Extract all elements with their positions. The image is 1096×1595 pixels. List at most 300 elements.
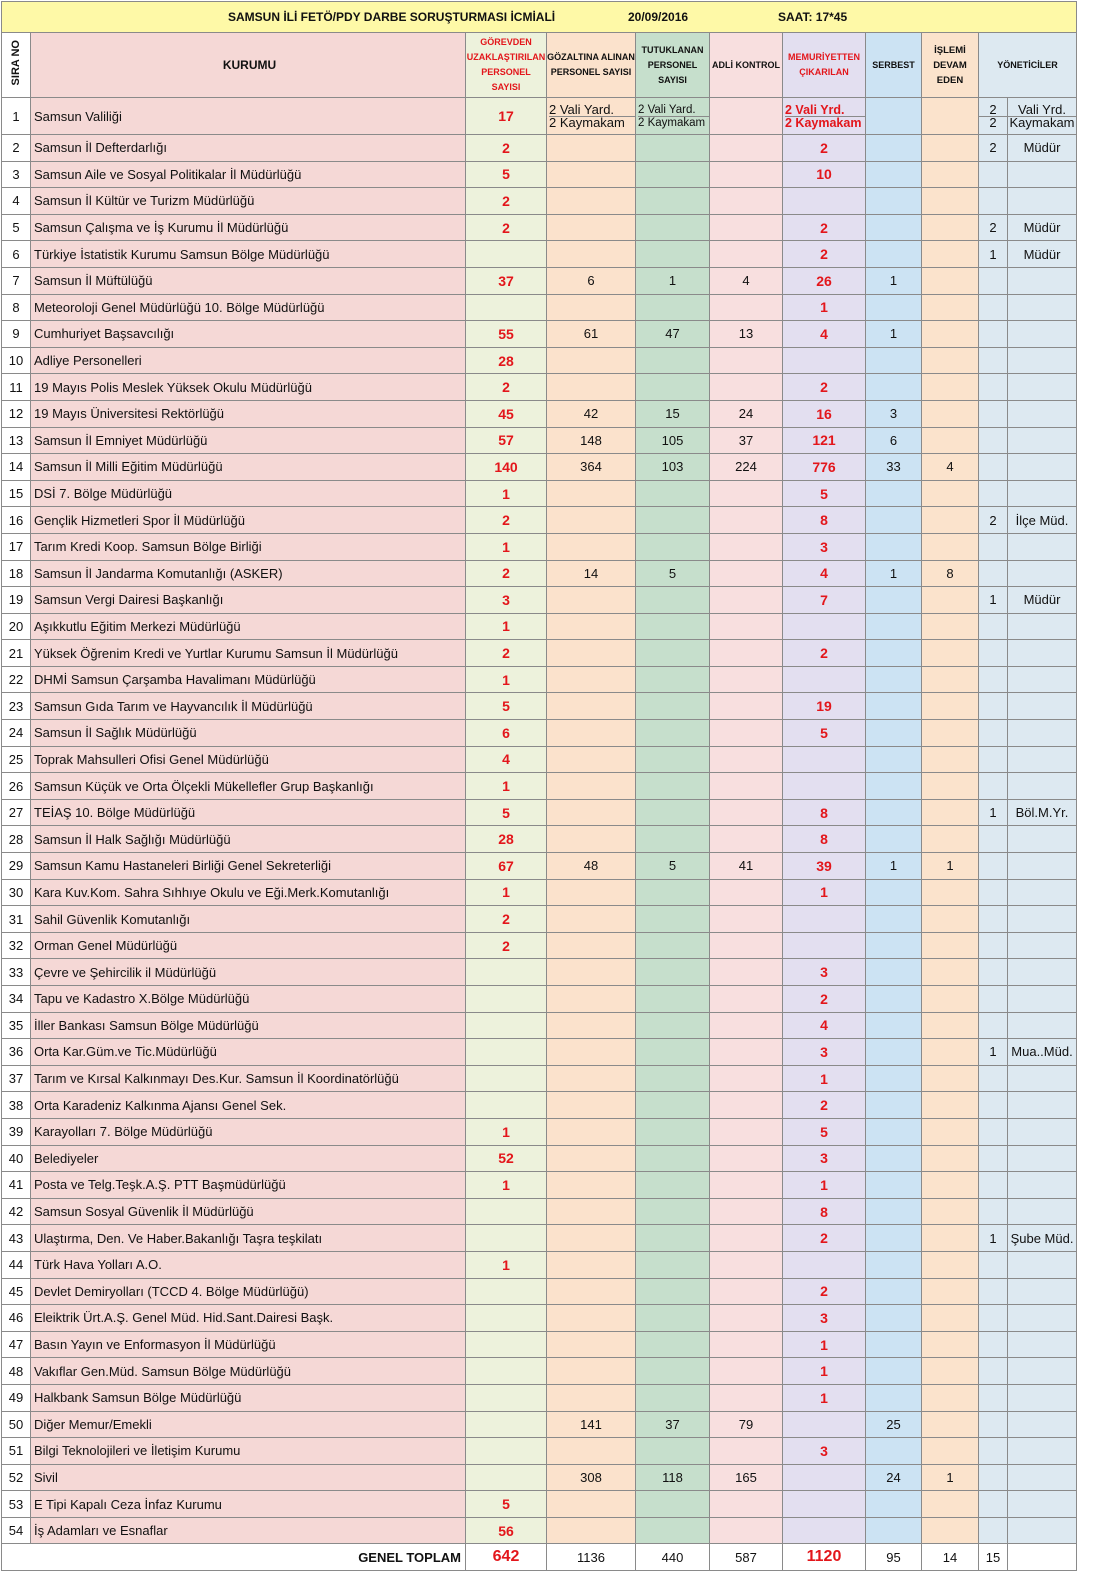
institution-name: Samsun Küçük ve Orta Ölçekli Mükellefler Grup Başkanlığı [31, 773, 466, 800]
cell-gorevden: 1 [466, 480, 547, 507]
cell-yonetici-count [979, 773, 1008, 800]
cell-gorevden: 5 [466, 693, 547, 720]
header-row [2, 33, 1077, 98]
cell-yonetici-count [979, 533, 1008, 560]
cell-adli: 224 [710, 454, 783, 481]
cell-adli [710, 1012, 783, 1039]
row-number: 36 [2, 1039, 31, 1066]
cell-islemi [922, 1118, 979, 1145]
cell-tutuklanan [636, 720, 710, 747]
cell-tutuklanan [636, 1358, 710, 1385]
cell-islemi [922, 1411, 979, 1438]
cell-gorevden: 2 [466, 906, 547, 933]
table-row [2, 1278, 1077, 1305]
cell-gozaltina: 14 [547, 560, 636, 587]
cell-gozaltina [547, 1517, 636, 1544]
total-yonetici-count: 15 [979, 1544, 1008, 1571]
cell-memuriyetten: 16 [783, 400, 866, 427]
cell-islemi [922, 267, 979, 294]
table-row [2, 959, 1077, 986]
cell-yonetici-title: İlçe Müd. [1008, 507, 1077, 534]
table-row [2, 427, 1077, 454]
cell-yonetici-title: Müdür [1008, 241, 1077, 268]
cell-tutuklanan [636, 135, 710, 162]
cell-memuriyetten: 2 [783, 986, 866, 1013]
cell-memuriyetten: 8 [783, 507, 866, 534]
institution-name: TEİAŞ 10. Bölge Müdürlüğü [31, 799, 466, 826]
cell-yonetici-title [1008, 454, 1077, 481]
table-row [2, 1491, 1077, 1518]
cell-gorevden: 3 [466, 587, 547, 614]
cell-serbest [866, 347, 922, 374]
cell-gozaltina [547, 1384, 636, 1411]
cell-tutuklanan [636, 666, 710, 693]
cell-yonetici-title [1008, 98, 1077, 135]
cell-yonetici-count: 2 [979, 135, 1008, 162]
cell-memuriyetten: 2 [783, 640, 866, 667]
cell-memuriyetten: 2 [783, 1225, 866, 1252]
institution-name: Çevre ve Şehircilik il Müdürlüğü [31, 959, 466, 986]
cell-serbest: 1 [866, 267, 922, 294]
cell-gozaltina [547, 1145, 636, 1172]
cell-adli: 79 [710, 1411, 783, 1438]
cell-tutuklanan [636, 1251, 710, 1278]
table-row [2, 1305, 1077, 1332]
cell-yonetici-title [1008, 1517, 1077, 1544]
cell-adli [710, 374, 783, 401]
cell-adli [710, 746, 783, 773]
cell-yonetici-count [979, 1118, 1008, 1145]
cell-memuriyetten [783, 613, 866, 640]
cell-gozaltina [547, 1438, 636, 1465]
cell-gozaltina [547, 135, 636, 162]
cell-gorevden: 1 [466, 1172, 547, 1199]
cell-gozaltina [547, 294, 636, 321]
table-row [2, 294, 1077, 321]
cell-memuriyetten: 3 [783, 533, 866, 560]
cell-memuriyetten: 8 [783, 826, 866, 853]
cell-yonetici-title [1008, 1251, 1077, 1278]
cell-adli [710, 1065, 783, 1092]
cell-gozaltina [547, 1092, 636, 1119]
cell-gozaltina [547, 1039, 636, 1066]
cell-islemi [922, 294, 979, 321]
cell-tutuklanan [636, 773, 710, 800]
cell-adli [710, 1384, 783, 1411]
cell-islemi [922, 1384, 979, 1411]
row-number: 4 [2, 188, 31, 215]
institution-name: Samsun İl Defterdarlığı [31, 135, 466, 162]
cell-memuriyetten [783, 666, 866, 693]
table-row [2, 560, 1077, 587]
row-number: 23 [2, 693, 31, 720]
cell-gozaltina [547, 1305, 636, 1332]
cell-yonetici-title [1008, 906, 1077, 933]
cell-gozaltina: 61 [547, 321, 636, 348]
cell-yonetici-title [1008, 1384, 1077, 1411]
row-number: 12 [2, 400, 31, 427]
institution-name: Devlet Demiryolları (TCCD 4. Bölge Müdürlüğü) [31, 1278, 466, 1305]
cell-serbest [866, 826, 922, 853]
cell-tutuklanan [636, 1278, 710, 1305]
cell-gorevden: 1 [466, 533, 547, 560]
cell-memuriyetten: 19 [783, 693, 866, 720]
cell-tutuklanan [636, 826, 710, 853]
table-row [2, 400, 1077, 427]
header-memuriyetten: MEMURİYETTEN ÇIKARILAN [783, 33, 866, 98]
cell-serbest [866, 1012, 922, 1039]
institution-name: Bilgi Teknolojileri ve İletişim Kurumu [31, 1438, 466, 1465]
cell-tutuklanan: 15 [636, 400, 710, 427]
cell-adli [710, 294, 783, 321]
row-number: 1 [2, 98, 31, 135]
header-gorevden: GÖREVDEN UZAKLAŞTIRILAN PERSONEL SAYISI [466, 33, 547, 98]
cell-yonetici-count [979, 161, 1008, 188]
row-number: 28 [2, 826, 31, 853]
report-time: SAAT: 17*45 [778, 10, 848, 24]
row-number: 14 [2, 454, 31, 481]
cell-yonetici-title [1008, 826, 1077, 853]
cell-gozaltina [547, 1012, 636, 1039]
cell-yonetici-count [979, 932, 1008, 959]
cell-memuriyetten: 5 [783, 720, 866, 747]
cell-serbest [866, 986, 922, 1013]
cell-gozaltina: 364 [547, 454, 636, 481]
cell-yonetici-count [979, 1491, 1008, 1518]
cell-gozaltina [547, 746, 636, 773]
row-number: 43 [2, 1225, 31, 1252]
institution-name: Tapu ve Kadastro X.Bölge Müdürlüğü [31, 986, 466, 1013]
cell-yonetici-count [979, 853, 1008, 880]
cell-serbest [866, 1278, 922, 1305]
table-row [2, 1118, 1077, 1145]
cell-tutuklanan [636, 1145, 710, 1172]
cell-yonetici-count [979, 826, 1008, 853]
cell-gorevden: 1 [466, 773, 547, 800]
row-number: 3 [2, 161, 31, 188]
row-number: 32 [2, 932, 31, 959]
cell-islemi [922, 533, 979, 560]
institution-name: Samsun Kamu Hastaneleri Birliği Genel Sekreterliği [31, 853, 466, 880]
cell-adli [710, 1305, 783, 1332]
cell-yonetici-title [1008, 773, 1077, 800]
row-number: 42 [2, 1198, 31, 1225]
cell-tutuklanan [636, 374, 710, 401]
cell-yonetici-title [1008, 533, 1077, 560]
row-number: 21 [2, 640, 31, 667]
cell-line: 2 Kaymakam [549, 116, 635, 129]
table-row [2, 1198, 1077, 1225]
total-gorevden: 642 [466, 1544, 547, 1571]
cell-gorevden [466, 959, 547, 986]
table-row [2, 98, 1077, 135]
cell-tutuklanan: 105 [636, 427, 710, 454]
cell-tutuklanan [636, 986, 710, 1013]
cell-islemi [922, 188, 979, 215]
cell-yonetici-count [979, 1065, 1008, 1092]
cell-serbest [866, 161, 922, 188]
row-number: 40 [2, 1145, 31, 1172]
cell-serbest [866, 1331, 922, 1358]
cell-tutuklanan: 37 [636, 1411, 710, 1438]
cell-memuriyetten [783, 1411, 866, 1438]
cell-tutuklanan [636, 214, 710, 241]
cell-gozaltina [547, 693, 636, 720]
cell-gorevden: 2 [466, 560, 547, 587]
cell-serbest [866, 1305, 922, 1332]
row-number: 20 [2, 613, 31, 640]
cell-memuriyetten: 2 [783, 374, 866, 401]
cell-memuriyetten: 8 [783, 799, 866, 826]
cell-gozaltina [547, 587, 636, 614]
cell-gorevden: 140 [466, 454, 547, 481]
cell-islemi: 1 [922, 1464, 979, 1491]
cell-yonetici-count [979, 294, 1008, 321]
cell-tutuklanan [636, 1039, 710, 1066]
total-islemi: 14 [922, 1544, 979, 1571]
cell-adli [710, 1092, 783, 1119]
cell-gozaltina [547, 906, 636, 933]
cell-gorevden: 2 [466, 374, 547, 401]
cell-serbest: 3 [866, 400, 922, 427]
cell-gozaltina [547, 720, 636, 747]
cell-memuriyetten: 1 [783, 1172, 866, 1199]
cell-yonetici-title [1008, 1145, 1077, 1172]
cell-gozaltina [547, 1331, 636, 1358]
cell-yonetici-count [979, 480, 1008, 507]
cell-gorevden: 45 [466, 400, 547, 427]
total-adli: 587 [710, 1544, 783, 1571]
row-number: 51 [2, 1438, 31, 1465]
row-number: 33 [2, 959, 31, 986]
cell-tutuklanan [636, 507, 710, 534]
cell-adli [710, 1438, 783, 1465]
cell-memuriyetten [783, 906, 866, 933]
cell-yonetici-title [1008, 480, 1077, 507]
cell-yonetici-count [979, 321, 1008, 348]
cell-gorevden: 2 [466, 507, 547, 534]
institution-name: Samsun İl Emniyet Müdürlüğü [31, 427, 466, 454]
cell-tutuklanan: 5 [636, 853, 710, 880]
cell-adli [710, 161, 783, 188]
cell-islemi [922, 161, 979, 188]
institution-name: Sivil [31, 1464, 466, 1491]
cell-serbest [866, 1092, 922, 1119]
cell-gorevden [466, 1278, 547, 1305]
row-number: 25 [2, 746, 31, 773]
institution-name: Adliye Personelleri [31, 347, 466, 374]
cell-islemi [922, 587, 979, 614]
cell-islemi [922, 374, 979, 401]
cell-serbest [866, 932, 922, 959]
table-row [2, 1039, 1077, 1066]
cell-adli [710, 587, 783, 614]
row-number: 50 [2, 1411, 31, 1438]
cell-islemi [922, 1092, 979, 1119]
cell-line: 2 [989, 101, 997, 117]
cell-gorevden: 52 [466, 1145, 547, 1172]
cell-yonetici-count [979, 666, 1008, 693]
cell-gozaltina [547, 1278, 636, 1305]
cell-adli [710, 613, 783, 640]
cell-gozaltina: 48 [547, 853, 636, 880]
cell-serbest [866, 1118, 922, 1145]
cell-yonetici-title [1008, 1305, 1077, 1332]
cell-memuriyetten: 2 [783, 214, 866, 241]
row-number: 11 [2, 374, 31, 401]
cell-serbest [866, 188, 922, 215]
cell-memuriyetten: 1 [783, 1358, 866, 1385]
cell-line: Kaymakam [1009, 114, 1075, 130]
cell-gorevden: 17 [466, 98, 547, 135]
total-tutuklanan: 440 [636, 1544, 710, 1571]
cell-memuriyetten [783, 1464, 866, 1491]
header-gozaltina: GÖZALTINA ALINAN PERSONEL SAYISI [547, 33, 636, 98]
table-row [2, 986, 1077, 1013]
cell-yonetici-count [979, 1331, 1008, 1358]
cell-yonetici-title: Müdür [1008, 214, 1077, 241]
cell-gozaltina [547, 986, 636, 1013]
cell-yonetici-title [1008, 986, 1077, 1013]
cell-serbest [866, 135, 922, 162]
cell-yonetici-count [979, 1384, 1008, 1411]
cell-tutuklanan [636, 693, 710, 720]
cell-line: 2 Vali Yard. [549, 101, 615, 117]
cell-gozaltina [547, 241, 636, 268]
table-row [2, 135, 1077, 162]
cell-tutuklanan [636, 1092, 710, 1119]
cell-memuriyetten [783, 1251, 866, 1278]
cell-islemi [922, 1331, 979, 1358]
cell-tutuklanan [636, 959, 710, 986]
cell-islemi [922, 321, 979, 348]
cell-islemi: 1 [922, 853, 979, 880]
cell-gozaltina [547, 959, 636, 986]
cell-yonetici-count [979, 267, 1008, 294]
cell-yonetici-title [1008, 1065, 1077, 1092]
cell-gorevden: 1 [466, 1251, 547, 1278]
header-adli-kontrol: ADLİ KONTROL [710, 33, 783, 98]
row-number: 10 [2, 347, 31, 374]
institution-name: Posta ve Telg.Teşk.A.Ş. PTT Başmüdürlüğü [31, 1172, 466, 1199]
cell-yonetici-title: Müdür [1008, 135, 1077, 162]
cell-gorevden [466, 241, 547, 268]
cell-yonetici-count [979, 1358, 1008, 1385]
header-islemi-devam: İŞLEMİ DEVAM EDEN [922, 33, 979, 98]
institution-name: Samsun Valiliği [31, 98, 466, 135]
cell-yonetici-title [1008, 1198, 1077, 1225]
table-row [2, 1225, 1077, 1252]
cell-tutuklanan [636, 98, 710, 135]
institution-name: Türk Hava Yolları A.O. [31, 1251, 466, 1278]
cell-tutuklanan [636, 1384, 710, 1411]
row-number: 35 [2, 1012, 31, 1039]
cell-serbest [866, 1039, 922, 1066]
cell-serbest [866, 1491, 922, 1518]
institution-name: Samsun Çalışma ve İş Kurumu İl Müdürlüğü [31, 214, 466, 241]
cell-gorevden: 55 [466, 321, 547, 348]
institution-name: Meteoroloji Genel Müdürlüğü 10. Bölge Müdürlüğü [31, 294, 466, 321]
cell-tutuklanan [636, 932, 710, 959]
cell-serbest [866, 214, 922, 241]
cell-memuriyetten [783, 1517, 866, 1544]
cell-islemi [922, 1251, 979, 1278]
table-row [2, 533, 1077, 560]
institution-name: DHMİ Samsun Çarşamba Havalimanı Müdürlüğü [31, 666, 466, 693]
table-row [2, 1517, 1077, 1544]
row-number: 2 [2, 135, 31, 162]
cell-adli [710, 507, 783, 534]
cell-yonetici-title [1008, 374, 1077, 401]
header-serbest: SERBEST [866, 33, 922, 98]
cell-serbest: 1 [866, 853, 922, 880]
cell-yonetici-count [979, 986, 1008, 1013]
cell-yonetici-title [1008, 1411, 1077, 1438]
table-row [2, 1438, 1077, 1465]
cell-adli [710, 1225, 783, 1252]
cell-memuriyetten: 3 [783, 1145, 866, 1172]
cell-yonetici-title [1008, 400, 1077, 427]
table-row [2, 640, 1077, 667]
cell-yonetici-count [979, 1411, 1008, 1438]
cell-yonetici-title [1008, 560, 1077, 587]
cell-memuriyetten: 1 [783, 1384, 866, 1411]
institution-name: Toprak Mahsulleri Ofisi Genel Müdürlüğü [31, 746, 466, 773]
table-row [2, 480, 1077, 507]
cell-gorevden [466, 986, 547, 1013]
cell-yonetici-title [1008, 1464, 1077, 1491]
cell-adli [710, 959, 783, 986]
cell-islemi [922, 799, 979, 826]
cell-serbest: 1 [866, 560, 922, 587]
cell-serbest [866, 507, 922, 534]
cell-gorevden: 1 [466, 879, 547, 906]
cell-adli [710, 533, 783, 560]
cell-yonetici-count [979, 693, 1008, 720]
cell-memuriyetten: 4 [783, 1012, 866, 1039]
cell-yonetici-count [979, 1092, 1008, 1119]
cell-islemi: 4 [922, 454, 979, 481]
cell-tutuklanan: 1 [636, 267, 710, 294]
cell-gozaltina: 141 [547, 1411, 636, 1438]
cell-memuriyetten: 1 [783, 1065, 866, 1092]
institution-name: Belediyeler [31, 1145, 466, 1172]
cell-islemi [922, 1172, 979, 1199]
row-number: 49 [2, 1384, 31, 1411]
cell-yonetici-title [1008, 746, 1077, 773]
cell-tutuklanan [636, 347, 710, 374]
cell-yonetici-count [979, 98, 1008, 135]
table-row [2, 188, 1077, 215]
cell-memuriyetten: 121 [783, 427, 866, 454]
table-row [2, 879, 1077, 906]
cell-islemi [922, 1012, 979, 1039]
cell-yonetici-title [1008, 613, 1077, 640]
cell-serbest: 25 [866, 1411, 922, 1438]
cell-memuriyetten: 5 [783, 1118, 866, 1145]
cell-gorevden: 1 [466, 613, 547, 640]
row-number: 46 [2, 1305, 31, 1332]
cell-gozaltina [547, 666, 636, 693]
table-row [2, 267, 1077, 294]
cell-gozaltina: 308 [547, 1464, 636, 1491]
cell-gozaltina [547, 1251, 636, 1278]
cell-islemi [922, 959, 979, 986]
cell-tutuklanan [636, 613, 710, 640]
cell-gozaltina: 148 [547, 427, 636, 454]
table-row [2, 1331, 1077, 1358]
cell-yonetici-count [979, 720, 1008, 747]
